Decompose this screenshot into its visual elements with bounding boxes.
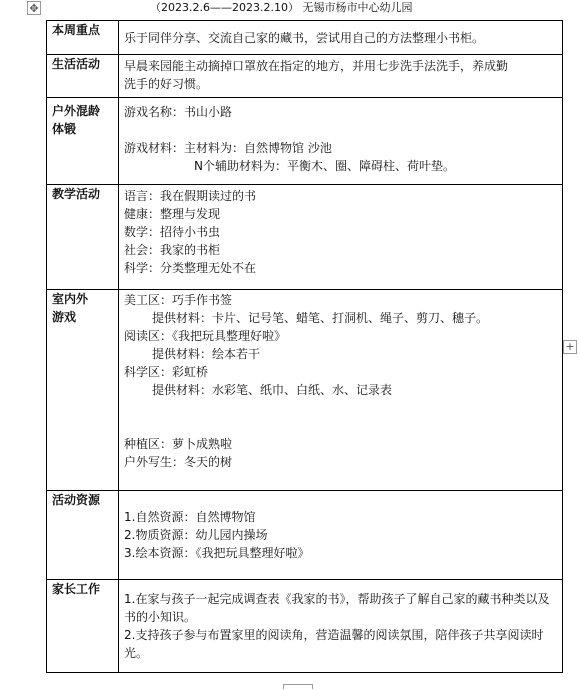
outdoor-label-line-2: 体锻 — [52, 122, 77, 136]
indoor-planting-area: 种植区：萝卜成熟啦 — [124, 437, 233, 451]
row-label-focus: 本周重点 — [47, 21, 119, 55]
table-move-handle-icon[interactable]: ✥ — [27, 1, 41, 15]
indoor-spacer — [124, 399, 557, 417]
row-label-resources: 活动资源 — [47, 491, 119, 580]
parent-item: 1.在家与孩子一起完成调查表《我家的书》，帮助孩子了解自己家的藏书种类以及书的小知识。 — [124, 592, 550, 624]
indoor-art-materials: 提供材料：卡片、记号笔、蜡笔、打洞机、绳子、剪刀、穗子。 — [152, 311, 489, 325]
table-row-life — [47, 55, 563, 98]
outdoor-game-name: 游戏名称：书山小路 — [124, 105, 233, 119]
indoor-sketch-area: 户外写生：冬天的树 — [124, 455, 233, 469]
outdoor-material-aux: N个辅助材料为：平衡木、圈、障碍柱、荷叶垫。 — [194, 159, 455, 173]
resource-item: 1.自然资源：自然博物馆 — [124, 510, 256, 524]
indoor-spacer — [124, 417, 557, 435]
teaching-item: 语言：我在假期读过的书 — [124, 189, 257, 203]
indoor-content — [119, 290, 563, 491]
indoor-reading-materials: 提供材料：绘本若干 — [152, 347, 261, 361]
outdoor-label-line-1: 户外混龄 — [52, 104, 101, 118]
table-row-parents — [47, 580, 563, 673]
indoor-reading-area: 阅读区：《我把玩具整理好啦》 — [124, 329, 287, 343]
outdoor-material-main: 游戏材料：主材料为：自然博物馆 沙池 — [124, 141, 332, 155]
row-label-teaching: 教学活动 — [47, 185, 119, 290]
row-label-indoor — [47, 290, 119, 491]
outdoor-content — [119, 98, 563, 185]
table-row-indoor — [47, 290, 563, 491]
page-bottom-handle — [283, 684, 313, 689]
parent-item: 2.支持孩子参与布置家里的阅读角，营造温馨的阅读氛围，陪伴孩子共享阅读时光。 — [124, 628, 544, 660]
table-row-resources — [47, 491, 563, 580]
add-column-icon[interactable]: + — [563, 340, 577, 354]
table-row-teaching — [47, 185, 563, 290]
teaching-content — [119, 185, 563, 290]
resources-content — [119, 491, 563, 580]
life-line-1: 早晨来园能主动摘掉口罩放在指定的地方，并用七步洗手法洗手，养成勤 — [124, 59, 509, 73]
document-header: （2023.2.6——2023.2.10） 无锡市杨市中心幼儿园 — [150, 1, 413, 14]
weekly-plan-table — [46, 20, 563, 673]
focus-text: 乐于同伴分享、交流自己家的藏书，尝试用自己的方法整理小书柜。 — [124, 30, 485, 45]
row-label-parents: 家长工作 — [47, 580, 119, 673]
parents-content — [119, 580, 563, 673]
teaching-item: 社会：我家的书柜 — [124, 243, 221, 257]
teaching-item: 数学：招待小书虫 — [124, 225, 221, 239]
indoor-label-line-2: 游戏 — [52, 310, 77, 324]
resource-item: 3.绘本资源：《我把玩具整理好啦》 — [124, 546, 310, 560]
life-line-2: 洗手的好习惯。 — [124, 77, 209, 91]
resource-item: 2.物质资源：幼儿园内操场 — [124, 528, 268, 542]
indoor-label-line-1: 室内外 — [52, 292, 89, 306]
teaching-item: 科学：分类整理无处不在 — [124, 261, 257, 275]
teaching-item: 健康：整理与发现 — [124, 207, 221, 221]
row-label-life: 生活活动 — [47, 55, 119, 98]
indoor-art-area: 美工区：巧手作书签 — [124, 293, 233, 307]
table-row-focus — [47, 21, 563, 55]
outdoor-spacer — [124, 121, 557, 139]
indoor-science-materials: 提供材料：水彩笔、纸巾、白纸、水、记录表 — [152, 383, 393, 397]
table-row-outdoor — [47, 98, 563, 185]
focus-content — [119, 21, 563, 55]
indoor-science-area: 科学区：彩虹桥 — [124, 365, 209, 379]
row-label-outdoor — [47, 98, 119, 185]
life-content — [119, 55, 563, 98]
